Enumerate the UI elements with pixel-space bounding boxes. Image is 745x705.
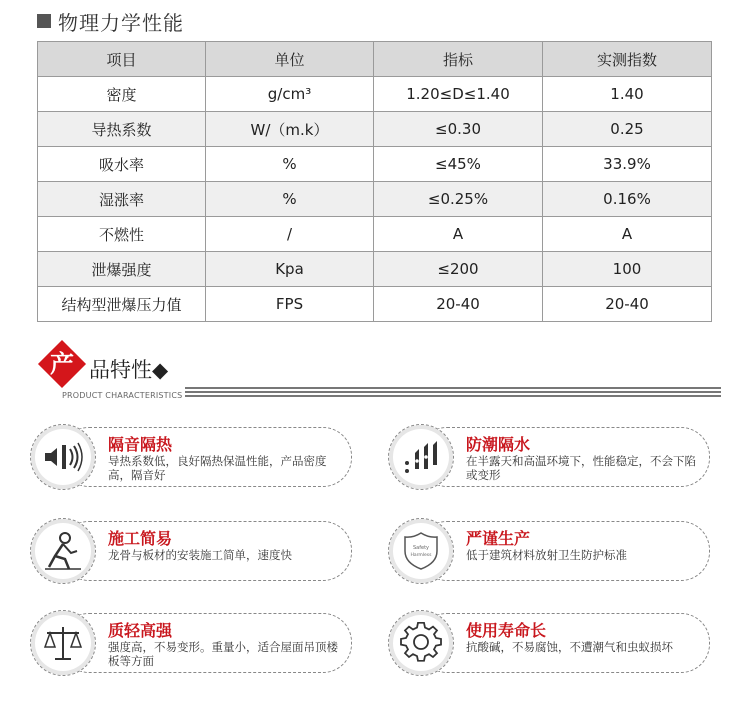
table-cell: A <box>543 217 712 252</box>
feature-card <box>388 518 708 582</box>
icon-circle <box>388 424 454 490</box>
feature-desc: 强度高，不易变形。重量小，适合屋面吊顶楼板等方面 <box>108 640 338 668</box>
table-cell: g/cm³ <box>206 77 374 112</box>
table-header-row <box>38 42 712 77</box>
section2-title: 品特性◆ <box>89 358 169 382</box>
table-row <box>38 287 712 322</box>
table-row <box>38 252 712 287</box>
table-cell: FPS <box>206 287 374 322</box>
table-cell: ≤45% <box>374 147 543 182</box>
table-row <box>38 182 712 217</box>
moisture-proof-icon <box>399 435 443 479</box>
balance-scale-icon <box>41 621 85 665</box>
table-cell: 20-40 <box>374 287 543 322</box>
feature-desc: 龙骨与板材的安装施工简单，速度快 <box>108 548 292 562</box>
feature-card <box>388 424 708 488</box>
feature-card <box>30 610 350 674</box>
feature-title: 施工简易 <box>108 529 173 548</box>
section-title <box>37 6 184 36</box>
table-cell: 1.40 <box>543 77 712 112</box>
sound-insulation-icon <box>41 435 85 479</box>
shield-text: Safety <box>413 545 429 551</box>
table-cell: ≤0.30 <box>374 112 543 147</box>
table-cell: 导热系数 <box>38 112 206 147</box>
table-cell: 20-40 <box>543 287 712 322</box>
table-cell: 不燃性 <box>38 217 206 252</box>
header-cell: 指标 <box>374 42 543 77</box>
table-cell: 泄爆强度 <box>38 252 206 287</box>
feature-card <box>30 518 350 582</box>
properties-table <box>37 41 712 322</box>
feature-card <box>388 610 708 674</box>
table-cell: 吸水率 <box>38 147 206 182</box>
table-cell: 33.9% <box>543 147 712 182</box>
table-cell: ≤200 <box>374 252 543 287</box>
table-cell: % <box>206 147 374 182</box>
table-cell: / <box>206 217 374 252</box>
icon-circle <box>30 424 96 490</box>
feature-desc: 在半露天和高温环境下，性能稳定，不会下陷或变形 <box>466 454 696 482</box>
feature-title: 使用寿命长 <box>466 621 547 640</box>
table-cell: ≤0.25% <box>374 182 543 217</box>
product-characteristics-header <box>37 341 721 403</box>
header-cell: 项目 <box>38 42 206 77</box>
feature-desc: 低于建筑材料放射卫生防护标准 <box>466 548 627 562</box>
red-diamond-badge <box>39 341 85 387</box>
icon-circle <box>388 610 454 676</box>
feature-title: 严谨生产 <box>466 529 531 548</box>
feature-desc: 抗酸碱，不易腐蚀，不遭潮气和虫蚁损坏 <box>466 640 673 654</box>
feature-title: 隔音隔热 <box>108 435 173 454</box>
feature-title: 防潮隔水 <box>466 435 531 454</box>
section2-subtitle: PRODUCT CHARACTERISTICS <box>62 391 183 400</box>
table-cell: W/（m.k） <box>206 112 374 147</box>
table-cell: Kpa <box>206 252 374 287</box>
title-square-icon <box>37 14 51 28</box>
feature-desc: 导热系数低，良好隔热保温性能，产品密度高，隔音好 <box>108 454 327 482</box>
decorative-lines <box>185 387 721 397</box>
table-cell: 结构型泄爆压力值 <box>38 287 206 322</box>
header-cell: 单位 <box>206 42 374 77</box>
icon-circle <box>30 610 96 676</box>
feature-card <box>30 424 350 488</box>
badge-char: 产 <box>50 350 74 378</box>
shield-text: Harmless <box>410 553 432 558</box>
header-cell: 实测指数 <box>543 42 712 77</box>
table-row <box>38 147 712 182</box>
icon-circle <box>388 518 454 584</box>
table-row <box>38 217 712 252</box>
construction-worker-icon <box>41 529 85 573</box>
table-cell: 1.20≤D≤1.40 <box>374 77 543 112</box>
table-cell: A <box>374 217 543 252</box>
table-cell: % <box>206 182 374 217</box>
table-cell: 100 <box>543 252 712 287</box>
safety-shield-icon <box>399 529 443 573</box>
icon-circle <box>30 518 96 584</box>
table-row <box>38 112 712 147</box>
table-cell: 0.25 <box>543 112 712 147</box>
table-row <box>38 77 712 112</box>
gear-icon <box>399 621 443 665</box>
table-cell: 密度 <box>38 77 206 112</box>
feature-title: 质轻高强 <box>108 621 173 640</box>
section-title-text: 物理力学性能 <box>58 10 184 35</box>
table-cell: 0.16% <box>543 182 712 217</box>
table-cell: 湿涨率 <box>38 182 206 217</box>
